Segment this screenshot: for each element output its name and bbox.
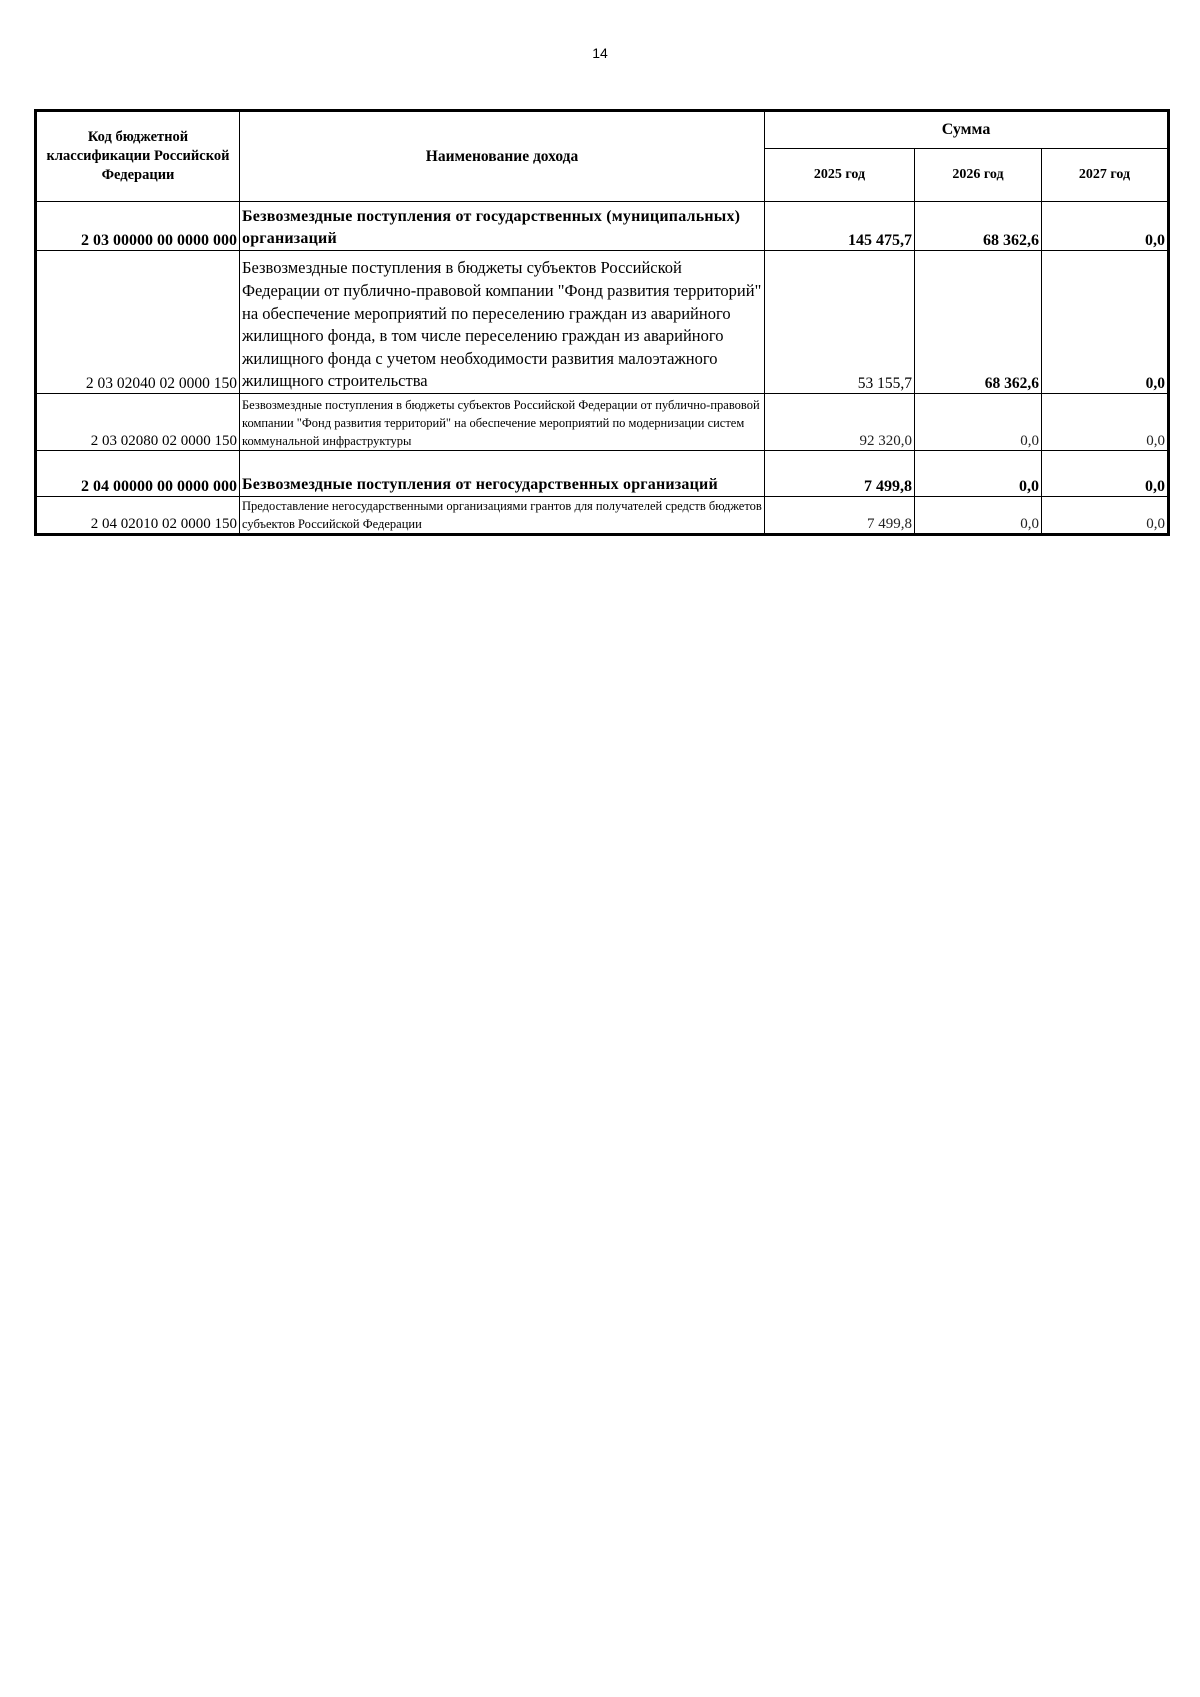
row-value-2027: 0,0 (1042, 497, 1169, 535)
row-code: 2 03 02080 02 0000 150 (36, 394, 240, 451)
row-value-2027: 0,0 (1042, 394, 1169, 451)
row-name: Безвозмездные поступления в бюджеты субъектов Российской Федерации от публично-правовой компании "Фонд развития территорий" на обеспечение мероприятий по модернизации систем коммунальной инфраструктуры (240, 394, 765, 451)
row-name: Безвозмездные поступления в бюджеты субъектов Российской Федерации от публично-правовой компании "Фонд развития территорий" на обеспечение мероприятий по переселению граждан из аварийного жилищного фонда, в том числе переселению граждан из аварийного жилищного фонда с учетом необходимости развития малоэтажного жилищного строительства (240, 251, 765, 394)
row-value-2026: 0,0 (915, 451, 1042, 497)
row-code: 2 04 00000 00 0000 000 (36, 451, 240, 497)
page-number: 14 (592, 45, 608, 61)
row-value-2025: 7 499,8 (765, 451, 915, 497)
row-code: 2 03 00000 00 0000 000 (36, 202, 240, 251)
row-value-2025: 92 320,0 (765, 394, 915, 451)
header-code: Код бюджетной классификации Российской Федерации (36, 111, 240, 202)
row-value-2025: 53 155,7 (765, 251, 915, 394)
table-row (36, 394, 1169, 451)
header-name: Наименование дохода (240, 111, 765, 202)
header-year-2026: 2026 год (915, 149, 1042, 202)
table-row (36, 202, 1169, 251)
row-value-2026: 68 362,6 (915, 202, 1042, 251)
row-value-2025: 7 499,8 (765, 497, 915, 535)
row-value-2025: 145 475,7 (765, 202, 915, 251)
row-value-2026: 0,0 (915, 497, 1042, 535)
row-code: 2 04 02010 02 0000 150 (36, 497, 240, 535)
revenue-table (34, 109, 1170, 536)
row-name: Безвозмездные поступления от негосударственных организаций (240, 451, 765, 497)
row-value-2026: 68 362,6 (915, 251, 1042, 394)
header-year-2025: 2025 год (765, 149, 915, 202)
row-code: 2 03 02040 02 0000 150 (36, 251, 240, 394)
row-value-2027: 0,0 (1042, 451, 1169, 497)
row-value-2027: 0,0 (1042, 202, 1169, 251)
row-name: Безвозмездные поступления от государственных (муниципальных) организаций (240, 202, 765, 251)
header-year-2027: 2027 год (1042, 149, 1169, 202)
row-name: Предоставление негосударственными организациями грантов для получателей средств бюджетов субъектов Российской Федерации (240, 497, 765, 535)
table-row (36, 451, 1169, 497)
row-value-2027: 0,0 (1042, 251, 1169, 394)
row-value-2026: 0,0 (915, 394, 1042, 451)
header-sum: Сумма (765, 111, 1169, 149)
table-row (36, 251, 1169, 394)
table-row (36, 497, 1169, 535)
